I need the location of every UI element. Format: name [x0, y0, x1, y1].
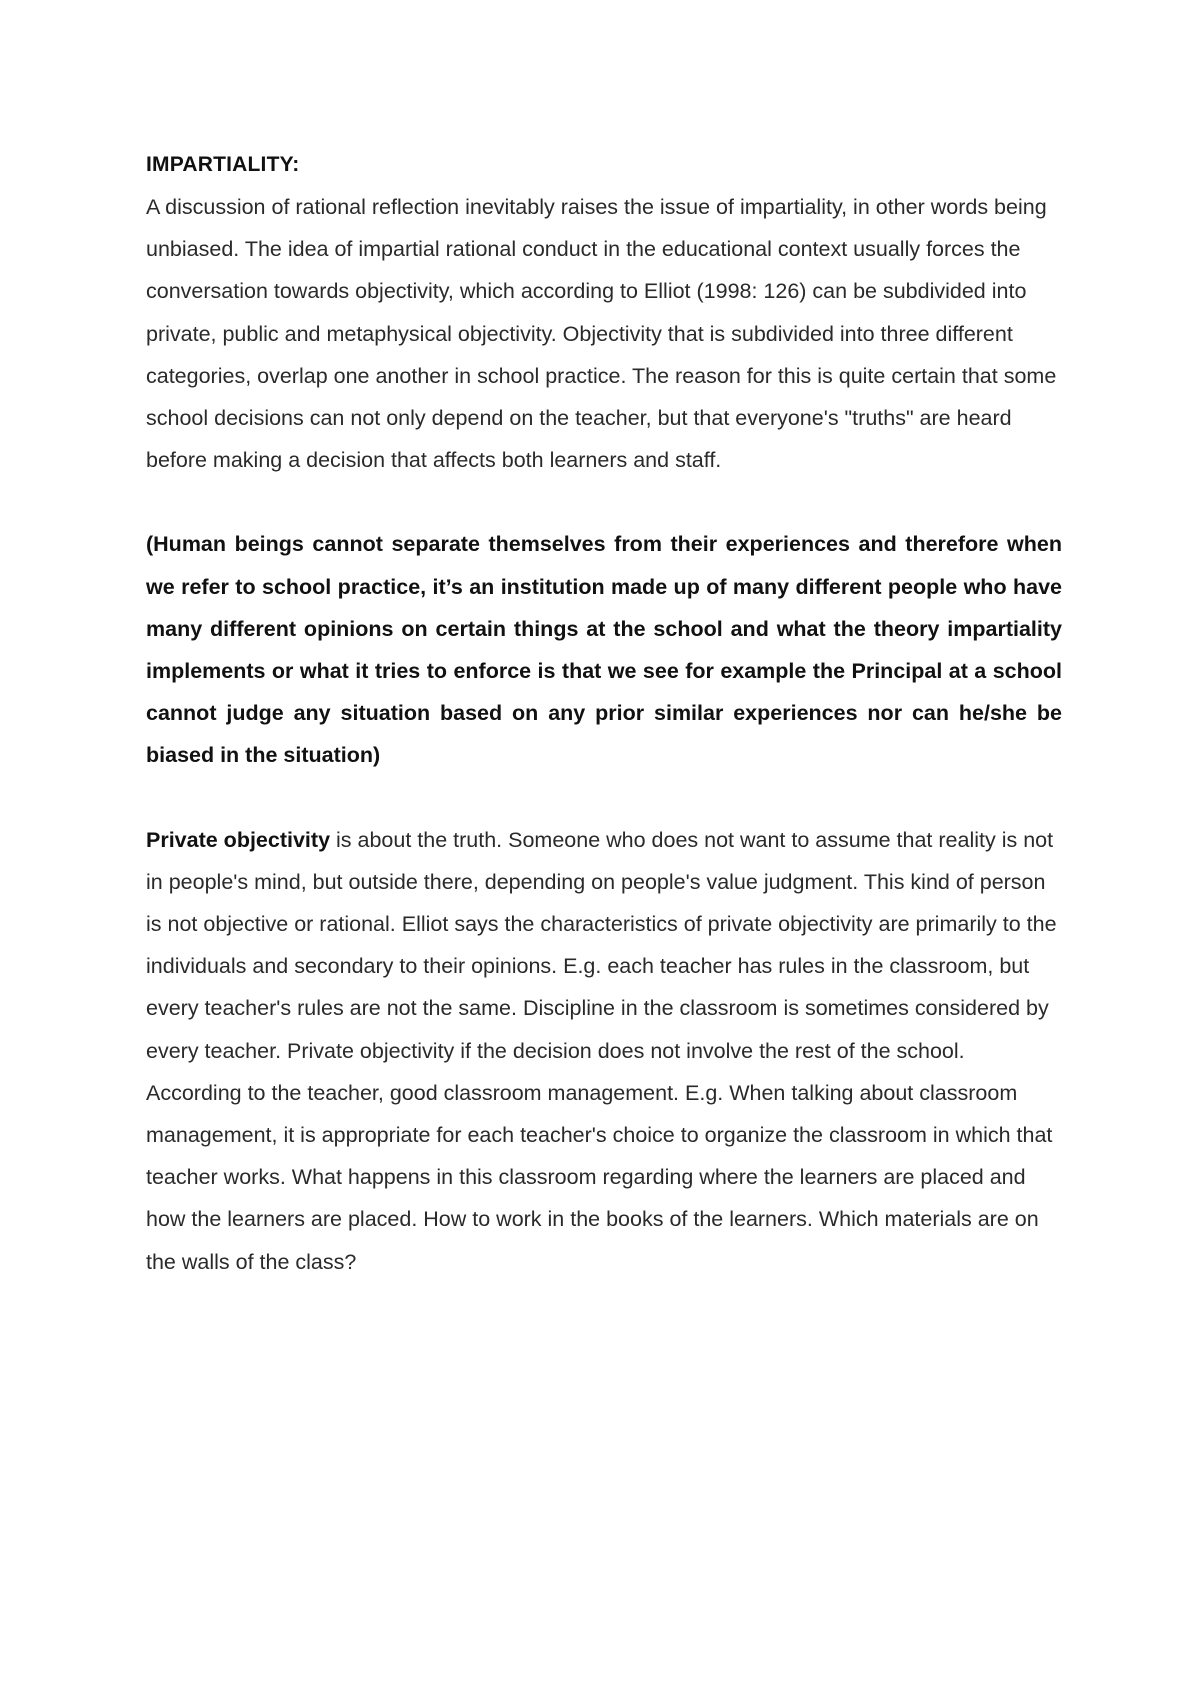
private-objectivity-body: is about the truth. Someone who does not want to assume that reality is not in people's mind, but outside there, depending on people's value judgment. This kind of person is not objective or rational. Elliot says the characteristics of private objectivity are primarily to the individuals and secondary to their opinions. E.g. each teacher has rules in the classroom, but every teacher's rules are not the same. Discipline in the classroom is sometimes considered by every teacher. Private objectivity if the decision does not involve the rest of the school. According to the teacher, good classroom management. E.g. When talking about classroom management, it is appropriate for each teacher's choice to organize the classroom in which that teacher works. What happens in this classroom regarding where the learners are placed and how the learners are placed. How to work in the books of the learners. Which materials are on the walls of the class?	[146, 827, 1057, 1274]
paragraph-spacer	[146, 481, 1062, 523]
private-objectivity-term: Private objectivity	[146, 827, 331, 852]
private-objectivity-paragraph	[146, 819, 1062, 1283]
bold-note-paragraph: (Human beings cannot separate themselves from their experiences and therefore when we refer to school practice, it’s an institution made up of many different people who have many different opinions on certain things at the school and what the theory impartiality implements or what it tries to enforce is that we see for example the Principal at a school cannot judge any situation based on any prior similar experiences nor can he/she be biased in the situation)	[146, 532, 1062, 768]
paragraph-spacer	[146, 777, 1062, 819]
document-page	[146, 144, 1062, 1283]
intro-paragraph: A discussion of rational reflection inevitably raises the issue of impartiality, in other words being unbiased. The idea of impartial rational conduct in the educational context usually forces the conversation towards objectivity, which according to Elliot (1998: 126) can be subdivided into private, public and metaphysical objectivity. Objectivity that is subdivided into three different categories, overlap one another in school practice. The reason for this is quite certain that some school decisions can not only depend on the teacher, but that everyone's "truths" are heard before making a decision that affects both learners and staff.	[146, 195, 1057, 473]
section-heading: IMPARTIALITY:	[146, 153, 300, 176]
